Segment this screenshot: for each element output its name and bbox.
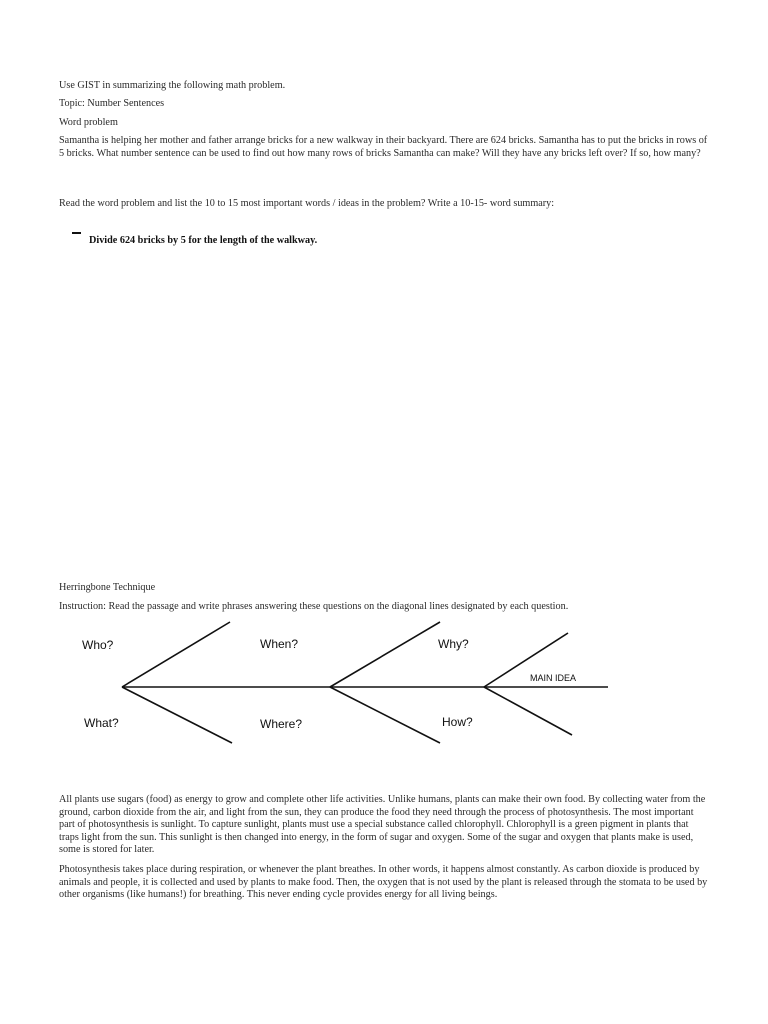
herringbone-diagram — [60, 615, 620, 755]
passage-paragraph-1: All plants use sugars (food) as energy to grow and complete other life activities. Unlike humans, plants can make their own food. By collecting water from the ground, carbon dioxide from the air, and light from the sun, they can produce the food they need through the process of photosynthesis. The most important part of photosynthesis is sunlight. To capture sunlight, plants must use a special substance called chlorophyll. Chlorophyll is a green pigment in plants that traps light from the sun. This sunlight is then changed into energy, in the form of sugar and oxygen. Some of the sugar and oxygen that plants make is used, some is stored for later. — [59, 794, 706, 856]
passage-paragraph-2: Photosynthesis takes place during respiration, or whenever the plant breathes. In other words, it happens almost constantly. As carbon dioxide is produced by animals and people, it is collected and used by plants to make food. Then, the oxygen that is not used by the plant is released through the stomata to be used by other organisms (like humans!) for breathing. This never ending cycle provides energy for all living beings. — [59, 864, 708, 901]
summary-answer: Divide 624 bricks by 5 for the length of the walkway. — [89, 235, 318, 246]
why-label: Why? — [438, 637, 469, 651]
dash-bullet-icon — [72, 232, 81, 234]
gist-instruction: Use GIST in summarizing the following math problem. — [59, 80, 286, 91]
when-line — [330, 622, 440, 687]
where-line — [330, 687, 440, 743]
herringbone-instruction: Instruction: Read the passage and write phrases answering these questions on the diagonal lines designated by each question. — [59, 601, 569, 612]
who-line — [122, 622, 230, 687]
word-problem-text: Samantha is helping her mother and father arrange bricks for a new walkway in their backyard. There are 624 bricks. Samantha has to put the bricks in rows of 5 bricks. What number sentence can be used to find out how many rows of bricks Samantha can make? Will they have any bricks left over? If so, how many? — [59, 135, 708, 160]
main-idea-label: MAIN IDEA — [530, 673, 577, 683]
when-label: When? — [260, 637, 299, 651]
how-label: How? — [442, 715, 473, 729]
topic-line: Topic: Number Sentences — [59, 98, 165, 109]
word-problem-heading: Word problem — [59, 117, 118, 128]
who-label: Who? — [82, 638, 114, 652]
where-label: Where? — [260, 717, 303, 731]
summary-prompt: Read the word problem and list the 10 to 15 most important words / ideas in the problem? Write a 10-15- word summary: — [59, 198, 555, 209]
how-line — [484, 687, 572, 735]
herringbone-title: Herringbone Technique — [59, 582, 156, 593]
what-line — [122, 687, 232, 743]
what-label: What? — [84, 716, 119, 730]
